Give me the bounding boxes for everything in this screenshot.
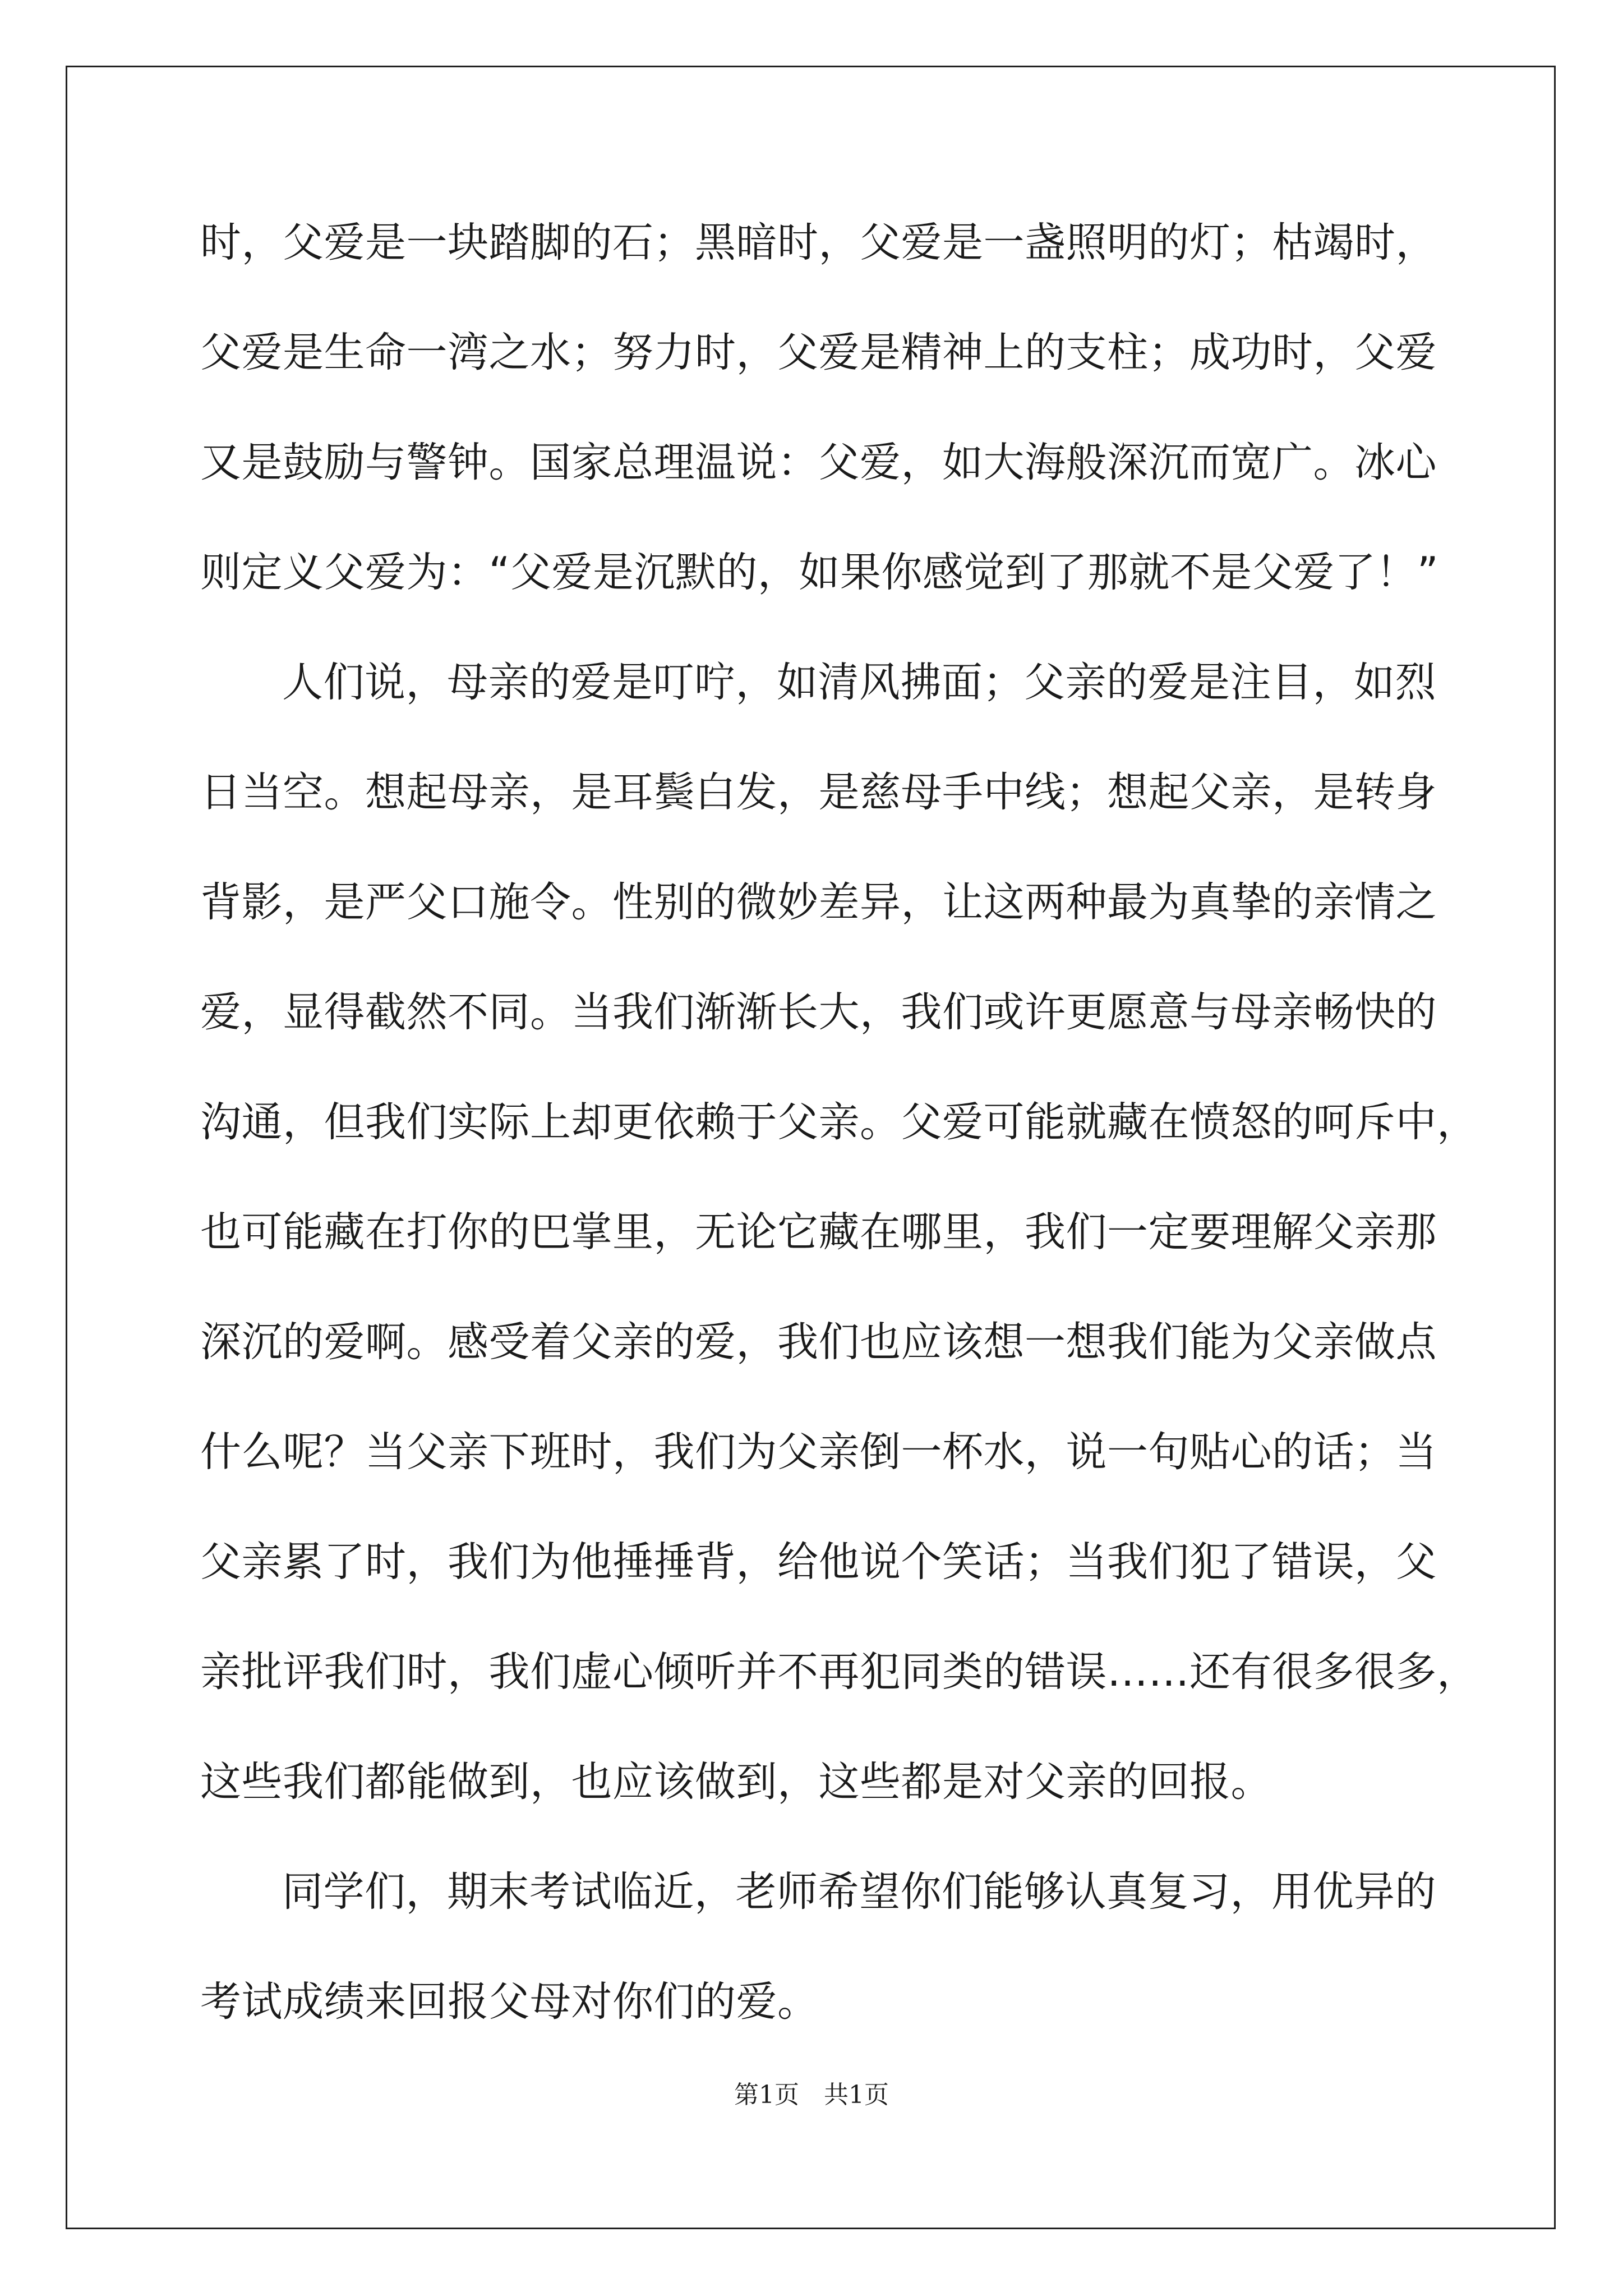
- text-line: 背影，是严父口施令。性别的微妙差异，让这两种最为真挚的亲情之: [200, 878, 1437, 926]
- text-line: 爱，显得截然不同。当我们渐渐长大，我们或许更愿意与母亲畅快的: [200, 988, 1437, 1036]
- text-line: 又是鼓励与警钟。国家总理温说：父爱，如大海般深沉而宽广。冰心: [200, 439, 1437, 486]
- page-number-current: 第1页: [734, 2081, 799, 2109]
- text-line: 沟通，但我们实际上却更依赖于父亲。父爱可能就藏在愤怒的呵斥中，: [200, 1098, 1478, 1146]
- text-line: 考试成绩来回报父母对你们的爱。: [200, 1978, 819, 2026]
- text-line: 同学们，期末考试临近，老师希望你们能够认真复习，用优异的: [282, 1868, 1436, 1916]
- text-line: 什么呢？当父亲下班时，我们为父亲倒一杯水，说一句贴心的话；当: [200, 1428, 1437, 1476]
- text-line: 亲批评我们时，我们虚心倾听并不再犯同类的错误……还有很多很多，: [200, 1648, 1478, 1696]
- text-line: 时，父爱是一块踏脚的石；黑暗时，父爱是一盏照明的灯；枯竭时，: [200, 219, 1437, 266]
- text-line: 人们说，母亲的爱是叮咛，如清风拂面；父亲的爱是注目，如烈: [282, 659, 1436, 706]
- text-line: 父亲累了时，我们为他捶捶背，给他说个笑话；当我们犯了错误，父: [200, 1538, 1437, 1586]
- document-body: [200, 188, 1478, 2057]
- text-line: 这些我们都能做到，也应该做到，这些都是对父亲的回报。: [200, 1758, 1272, 1806]
- text-line: 父爱是生命一湾之水；努力时，父爱是精神上的支柱；成功时，父爱: [200, 329, 1437, 376]
- page-number-total: 共1页: [824, 2081, 889, 2109]
- text-line: 则定义父爱为：“父爱是沉默的，如果你感觉到了那就不是父爱了！”: [200, 549, 1439, 596]
- text-line: 也可能藏在打你的巴掌里，无论它藏在哪里，我们一定要理解父亲那: [200, 1208, 1437, 1256]
- text-line: 深沉的爱啊。感受着父亲的爱，我们也应该想一想我们能为父亲做点: [200, 1318, 1437, 1366]
- text-line: 日当空。想起母亲，是耳鬓白发，是慈母手中线；想起父亲，是转身: [200, 769, 1437, 816]
- page-footer: [0, 2074, 1623, 2110]
